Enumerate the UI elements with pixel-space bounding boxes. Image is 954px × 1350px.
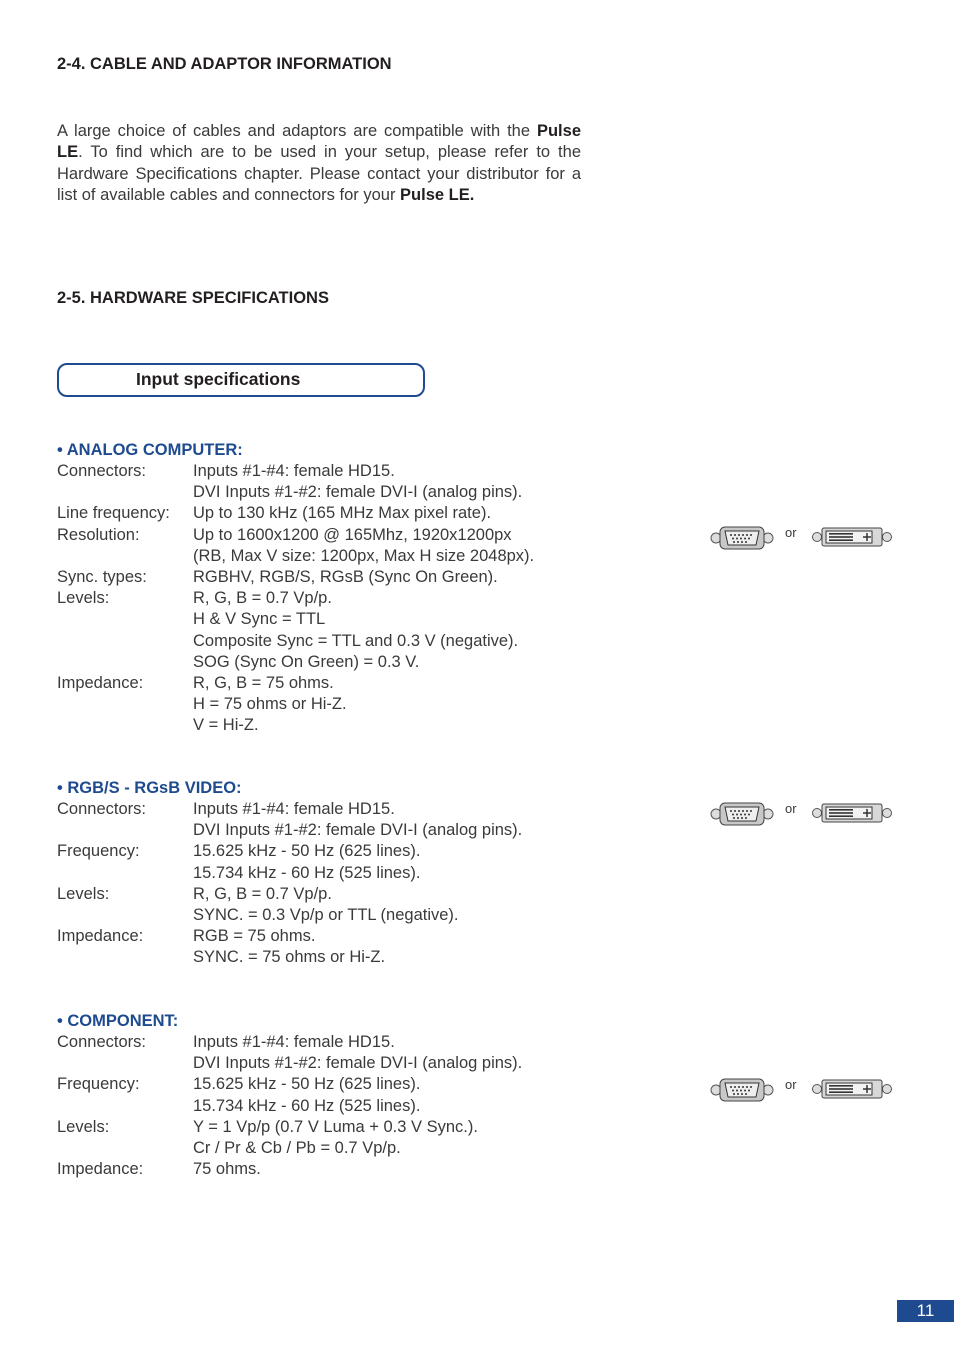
spec-label: Frequency: — [57, 842, 140, 861]
component-title: • COMPONENT: — [57, 1012, 179, 1030]
spec-label: Impedance: — [57, 927, 144, 946]
spec-value: 75 ohms. — [193, 1160, 261, 1179]
intro-text-1: A large choice of cables and adaptors are compatible with the — [57, 122, 537, 140]
spec-value: RGB = 75 ohms. — [193, 927, 316, 946]
spec-value: 15.625 kHz - 50 Hz (625 lines). — [193, 1075, 421, 1094]
section-heading-cable-adaptor: 2-4. CABLE AND ADAPTOR INFORMATION — [57, 55, 392, 73]
spec-value: Composite Sync = TTL and 0.3 V (negative). — [193, 631, 519, 650]
product-name: Pulse LE — [57, 122, 581, 162]
spec-label: Connectors: — [57, 462, 146, 480]
spec-value: SYNC. = 75 ohms or Hi-Z. — [193, 948, 386, 967]
spec-value: H & V Sync = TTL — [193, 610, 326, 629]
spec-value: Cr / Pr & Cb / Pb = 0.7 Vp/p. — [193, 1139, 401, 1157]
spec-value: H = 75 ohms or Hi-Z. — [193, 695, 347, 714]
spec-value: R, G, B = 0.7 Vp/p. — [193, 589, 332, 608]
dvi-i-connector-icon — [811, 1079, 893, 1099]
spec-value: SOG (Sync On Green) = 0.3 V. — [193, 652, 420, 671]
dvi-i-connector-icon — [811, 527, 893, 547]
spec-value: Y = 1 Vp/p (0.7 V Luma + 0.3 V Sync.). — [193, 1117, 478, 1136]
section-heading-hardware-specs: 2-5. HARDWARE SPECIFICATIONS — [57, 289, 329, 307]
spec-value: 15.734 kHz - 60 Hz (525 lines). — [193, 1096, 421, 1115]
spec-value: Inputs #1-#4: female HD15. — [193, 1033, 395, 1051]
intro-text-2: . To find which are to be used in your setup, please refer to the Hardware Specifications chapter. Please contact your distributor for a list of available cables and connectors for your — [57, 143, 581, 204]
connector-pair — [710, 525, 900, 555]
spec-label: Frequency: — [57, 1075, 140, 1094]
hd15-connector-icon — [710, 525, 774, 551]
spec-label: Connectors: — [57, 1033, 146, 1051]
connector-pair — [710, 1077, 900, 1107]
intro-paragraph — [57, 121, 581, 206]
spec-value: DVI Inputs #1-#2: female DVI-I (analog pins). — [193, 483, 523, 502]
spec-value: DVI Inputs #1-#2: female DVI-I (analog pins). — [193, 1054, 523, 1073]
spec-value: Up to 130 kHz (165 MHz Max pixel rate). — [193, 504, 492, 523]
spec-label: Impedance: — [57, 674, 144, 692]
spec-value: 15.625 kHz - 50 Hz (625 lines). — [193, 842, 421, 861]
input-specifications-label: Input specifications — [136, 369, 301, 389]
or-text: or — [785, 525, 797, 540]
spec-value: R, G, B = 0.7 Vp/p. — [193, 884, 332, 903]
spec-value: RGBHV, RGB/S, RGsB (Sync On Green). — [193, 568, 498, 586]
or-text: or — [785, 801, 797, 816]
spec-value: DVI Inputs #1-#2: female DVI-I (analog pins). — [193, 821, 523, 840]
spec-value: 15.734 kHz - 60 Hz (525 lines). — [193, 863, 421, 882]
spec-value: (RB, Max V size: 1200px, Max H size 2048px). — [193, 546, 535, 565]
spec-label: Line frequency: — [57, 504, 170, 523]
spec-value: Inputs #1-#4: female HD15. — [193, 800, 395, 818]
hd15-connector-icon — [710, 801, 774, 827]
connector-pair — [710, 801, 900, 831]
spec-label: Resolution: — [57, 525, 140, 544]
input-specifications-box — [57, 363, 425, 397]
rgbs-video-title: • RGB/S - RGsB VIDEO: — [57, 779, 242, 797]
or-text: or — [785, 1077, 797, 1092]
spec-value: V = Hi-Z. — [193, 716, 259, 735]
analog-computer-title: • ANALOG COMPUTER: — [57, 441, 243, 459]
spec-value: Up to 1600x1200 @ 165Mhz, 1920x1200px — [193, 525, 512, 544]
dvi-i-connector-icon — [811, 803, 893, 823]
spec-label: Levels: — [57, 884, 110, 903]
spec-label: Connectors: — [57, 800, 146, 818]
spec-label: Sync. types: — [57, 568, 147, 586]
product-name: Pulse LE. — [400, 185, 475, 204]
page-number: 11 — [897, 1300, 954, 1322]
spec-label: Levels: — [57, 1117, 110, 1136]
spec-value: SYNC. = 0.3 Vp/p or TTL (negative). — [193, 906, 459, 924]
spec-value: R, G, B = 75 ohms. — [193, 674, 334, 692]
spec-value: Inputs #1-#4: female HD15. — [193, 462, 395, 480]
spec-label: Levels: — [57, 589, 110, 608]
spec-label: Impedance: — [57, 1160, 144, 1179]
hd15-connector-icon — [710, 1077, 774, 1103]
